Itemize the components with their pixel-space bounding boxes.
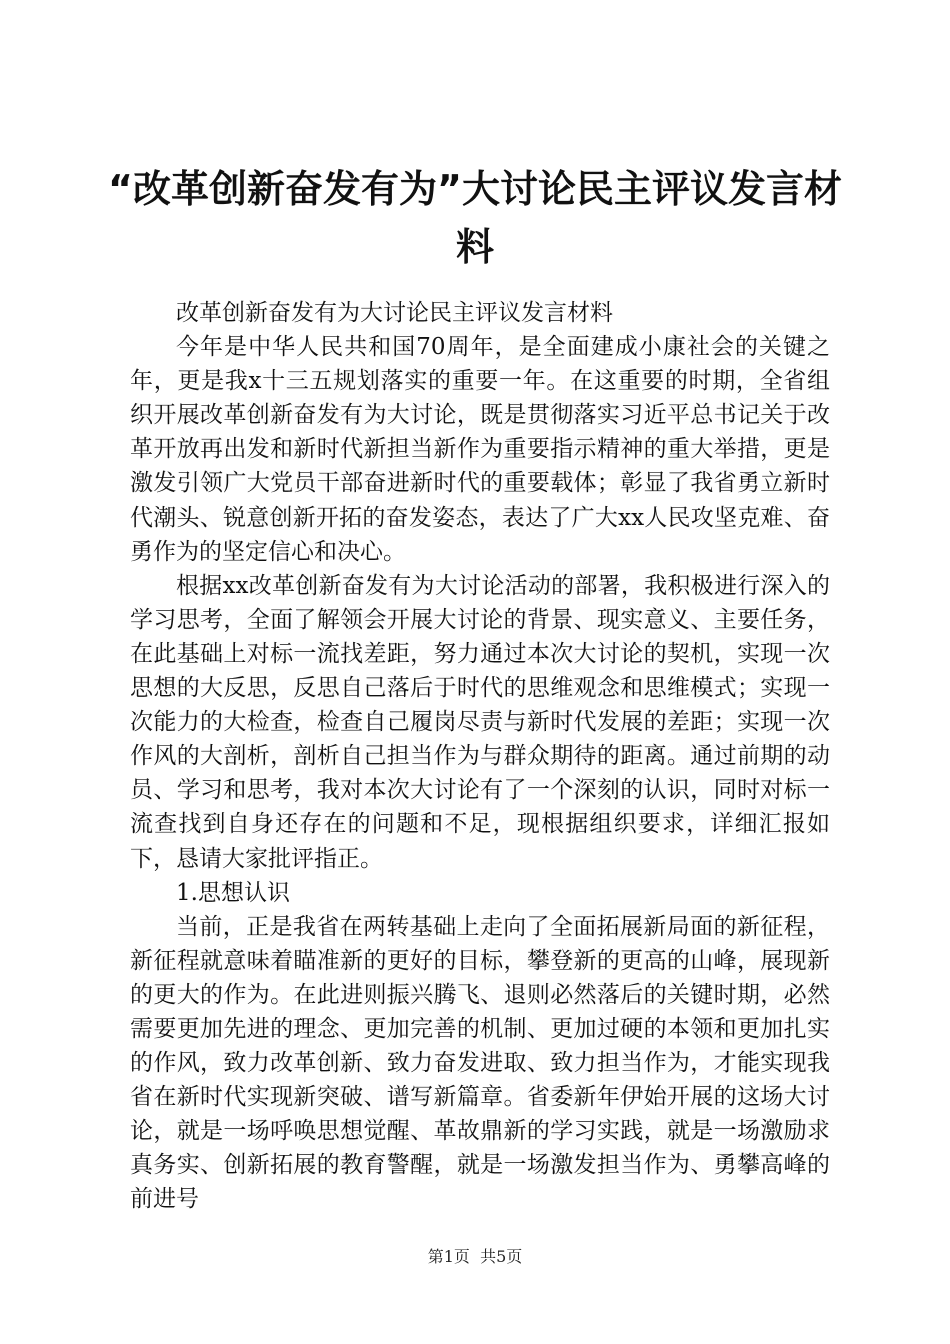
body-paragraph-intro: 今年是中华人民共和国70周年，是全面建成小康社会的关键之年，更是我x十三五规划落实的重要一年。在这重要的时期，全省组织开展改革创新奋发有为大讨论，既是贯彻落实习近平总书记关于改革开放再出发和新时代新担当新作为重要指示精神的重大举措，更是激发引领广大党员干部奋进新时代的重要载体；彰显了我省勇立新时代潮头、锐意创新开拓的奋发姿态，表达了广大xx人民攻坚克难、奋勇作为的坚定信心和决心。 [130,334,830,565]
body-paragraph-deployment: 根据xx改革创新奋发有为大讨论活动的部署，我积极进行深入的学习思考，全面了解领会开展大讨论的背景、现实意义、主要任务，在此基础上对标一流找差距，努力通过本次大讨论的契机，实现一次思想的大反思，反思自己落后于时代的思维观念和思维模式；实现一次能力的大检查，检查自己履岗尽责与新时代发展的差距；实现一次作风的大剖析，剖析自己担当作为与群众期待的距离。通过前期的动员、学习和思考，我对本次大讨论有了一个深刻的认识，同时对标一流查找到自身还存在的问题和不足，现根据组织要求，详细汇报如下，恳请大家批评指正。 [130,572,830,872]
body-paragraph-subtitle: 改革创新奋发有为大讨论民主评议发言材料 [176,300,613,326]
document-title: “改革创新奋发有为”大讨论民主评议发言材料 [108,167,842,269]
page-footer [0,1247,950,1267]
document-body [130,296,830,1217]
section-heading-thinking: 1.思想认识 [176,879,290,906]
page-number: 第1页 共5页 [427,1247,523,1266]
body-paragraph-current: 当前，正是我省在两转基础上走向了全面拓展新局面的新征程，新征程就意味着瞄准新的更好的目标，攀登新的更高的山峰，展现新的更大的作为。在此进则振兴腾飞、退则必然落后的关键时期，必然需要更加先进的理念、更加完善的机制、更加过硬的本领和更加扎实的作风，致力改革创新、致力奋发进取、致力担当作为，才能实现我省在新时代实现新突破、谱写新篇章。省委新年伊始开展的这场大讨论，就是一场呼唤思想觉醒、革故鼎新的学习实践，就是一场激励求真务实、创新拓展的教育警醒，就是一场激发担当作为、勇攀高峰的前进号 [130,913,830,1213]
